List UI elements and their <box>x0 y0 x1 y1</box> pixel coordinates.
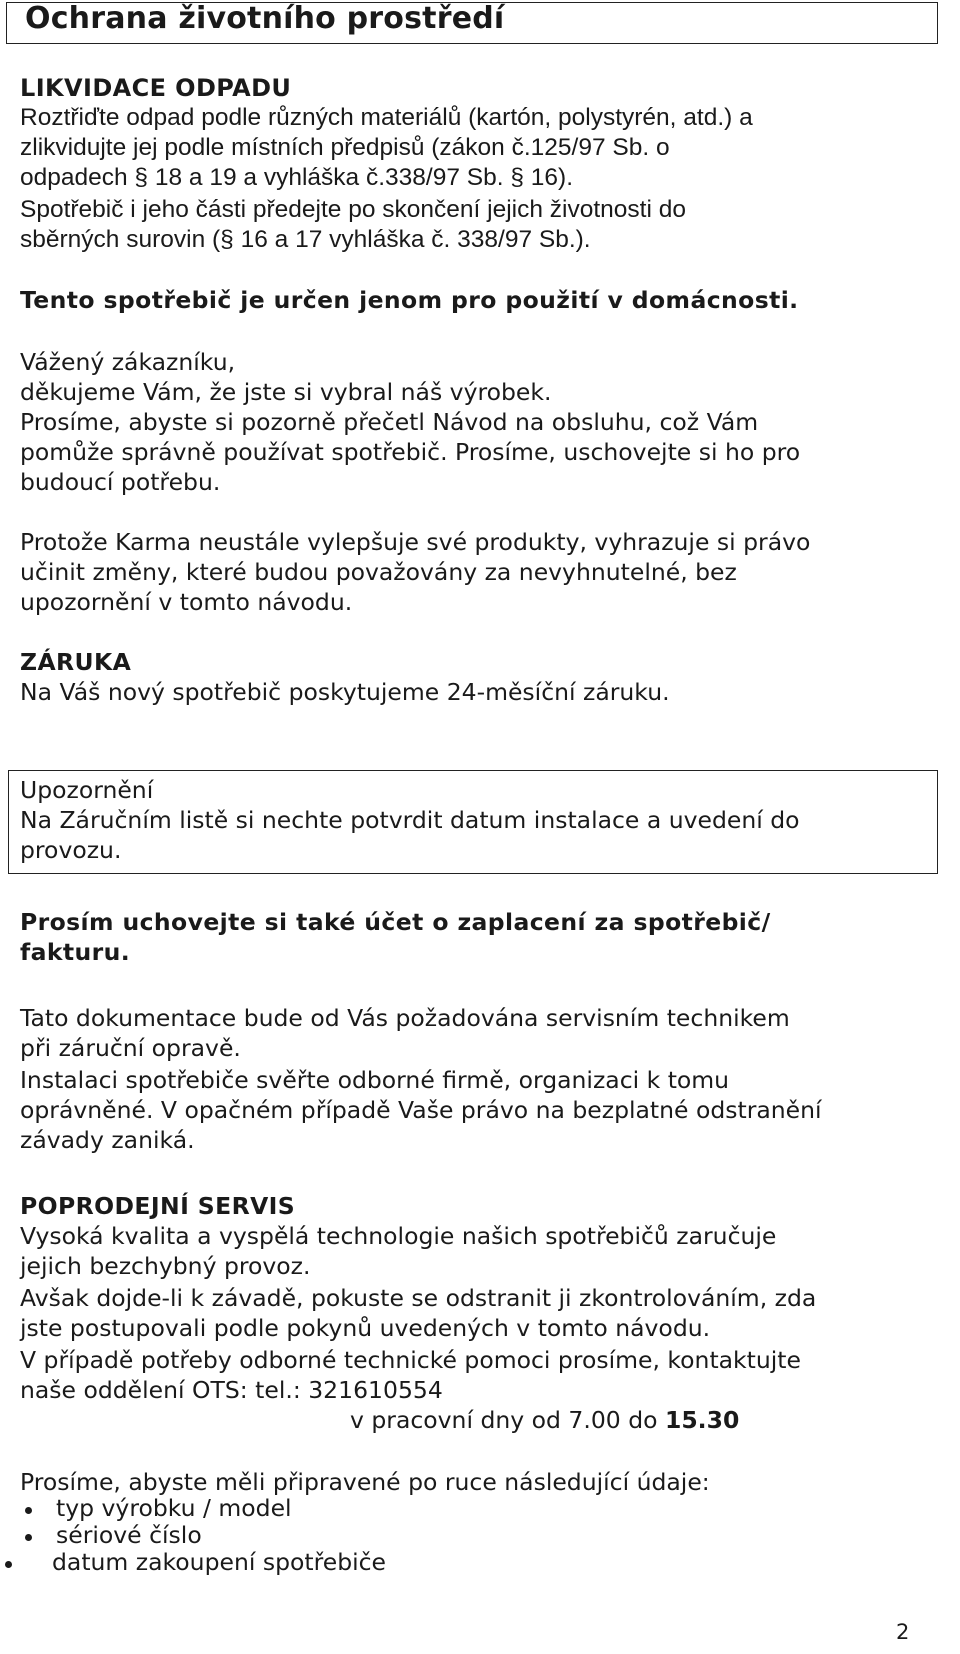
waste-line: zlikvidujte jej podle místních předpisů (zákon č.125/97 Sb. o <box>20 134 670 161</box>
service-hours <box>350 1406 739 1434</box>
documentation-line: oprávněné. V opačném případě Vaše právo na bezplatné odstranění <box>20 1096 822 1124</box>
intro-line: pomůže správně používat spotřebič. Prosíme, uschovejte si ho pro <box>20 438 801 466</box>
service-line: Vysoká kvalita a vyspělá technologie našich spotřebičů zaručuje <box>20 1222 777 1250</box>
intro-line: Prosíme, abyste si pozorně přečetl Návod na obsluhu, což Vám <box>20 408 759 436</box>
service-line: V případě potřeby odborné technické pomoci prosíme, kontaktujte <box>20 1346 801 1374</box>
bullet-icon <box>25 1534 32 1541</box>
waste-line: odpadech § 18 a 19 a vyhláška č.338/97 Sb. § 16). <box>20 164 574 191</box>
service-hours-text: v pracovní dny od 7.00 do <box>350 1406 665 1434</box>
notice-line: provozu. <box>20 836 122 864</box>
waste-line: Spotřebič i jeho části předejte po skončení jejich životnosti do <box>20 196 686 223</box>
page-title: Ochrana životního prostředí <box>25 1 505 36</box>
details-item: typ výrobku / model <box>56 1494 292 1522</box>
documentation-line: při záruční opravě. <box>20 1034 241 1062</box>
karma-line: upozornění v tomto návodu. <box>20 588 353 616</box>
page-number: 2 <box>896 1620 910 1644</box>
karma-line: učinit změny, které budou považovány za nevyhnutelné, bez <box>20 558 737 586</box>
details-item: datum zakoupení spotřebiče <box>52 1548 387 1576</box>
waste-line: sběrných surovin (§ 16 a 17 vyhláška č. 338/97 Sb.). <box>20 226 591 253</box>
documentation-line: Instalaci spotřebiče svěřte odborné firmě, organizaci k tomu <box>20 1066 730 1094</box>
service-line: jste postupovali podle pokynů uvedených v tomto návodu. <box>20 1314 711 1342</box>
receipt-line: Prosím uchovejte si také účet o zaplacení za spotřebič/ <box>20 908 771 936</box>
intro-line: Vážený zákazníku, <box>20 348 236 376</box>
service-phone-line: naše oddělení OTS: tel.: 321610554 <box>20 1376 443 1404</box>
notice-title: Upozornění <box>20 776 154 804</box>
service-line: Avšak dojde-li k závadě, pokuste se odstranit ji zkontrolováním, zda <box>20 1284 817 1312</box>
bullet-icon <box>25 1507 32 1514</box>
title-box <box>6 2 938 44</box>
service-line: jejich bezchybný provoz. <box>20 1252 311 1280</box>
warranty-heading: ZÁRUKA <box>20 648 132 676</box>
notice-line: Na Záručním listě si nechte potvrdit datum instalace a uvedení do <box>20 806 800 834</box>
receipt-line: fakturu. <box>20 938 131 966</box>
waste-line: Roztřiďte odpad podle různých materiálů (kartón, polystyrén, atd.) a <box>20 104 753 131</box>
service-heading: POPRODEJNÍ SERVIS <box>20 1192 296 1220</box>
documentation-line: závady zaniká. <box>20 1126 195 1154</box>
details-item: sériové číslo <box>56 1521 202 1549</box>
service-hours-end: 15.30 <box>664 1406 740 1434</box>
waste-heading: LIKVIDACE ODPADU <box>20 74 292 102</box>
intro-line: budoucí potřebu. <box>20 468 221 496</box>
documentation-line: Tato dokumentace bude od Vás požadována servisním technikem <box>20 1004 790 1032</box>
details-intro: Prosíme, abyste měli připravené po ruce následující údaje: <box>20 1468 710 1496</box>
warranty-text: Na Váš nový spotřebič poskytujeme 24-měsíční záruku. <box>20 678 670 706</box>
intro-line: děkujeme Vám, že jste si vybral náš výrobek. <box>20 378 552 406</box>
bullet-icon <box>5 1561 12 1568</box>
household-notice: Tento spotřebič je určen jenom pro použití v domácnosti. <box>20 286 799 314</box>
karma-line: Protože Karma neustále vylepšuje své produkty, vyhrazuje si právo <box>20 528 811 556</box>
